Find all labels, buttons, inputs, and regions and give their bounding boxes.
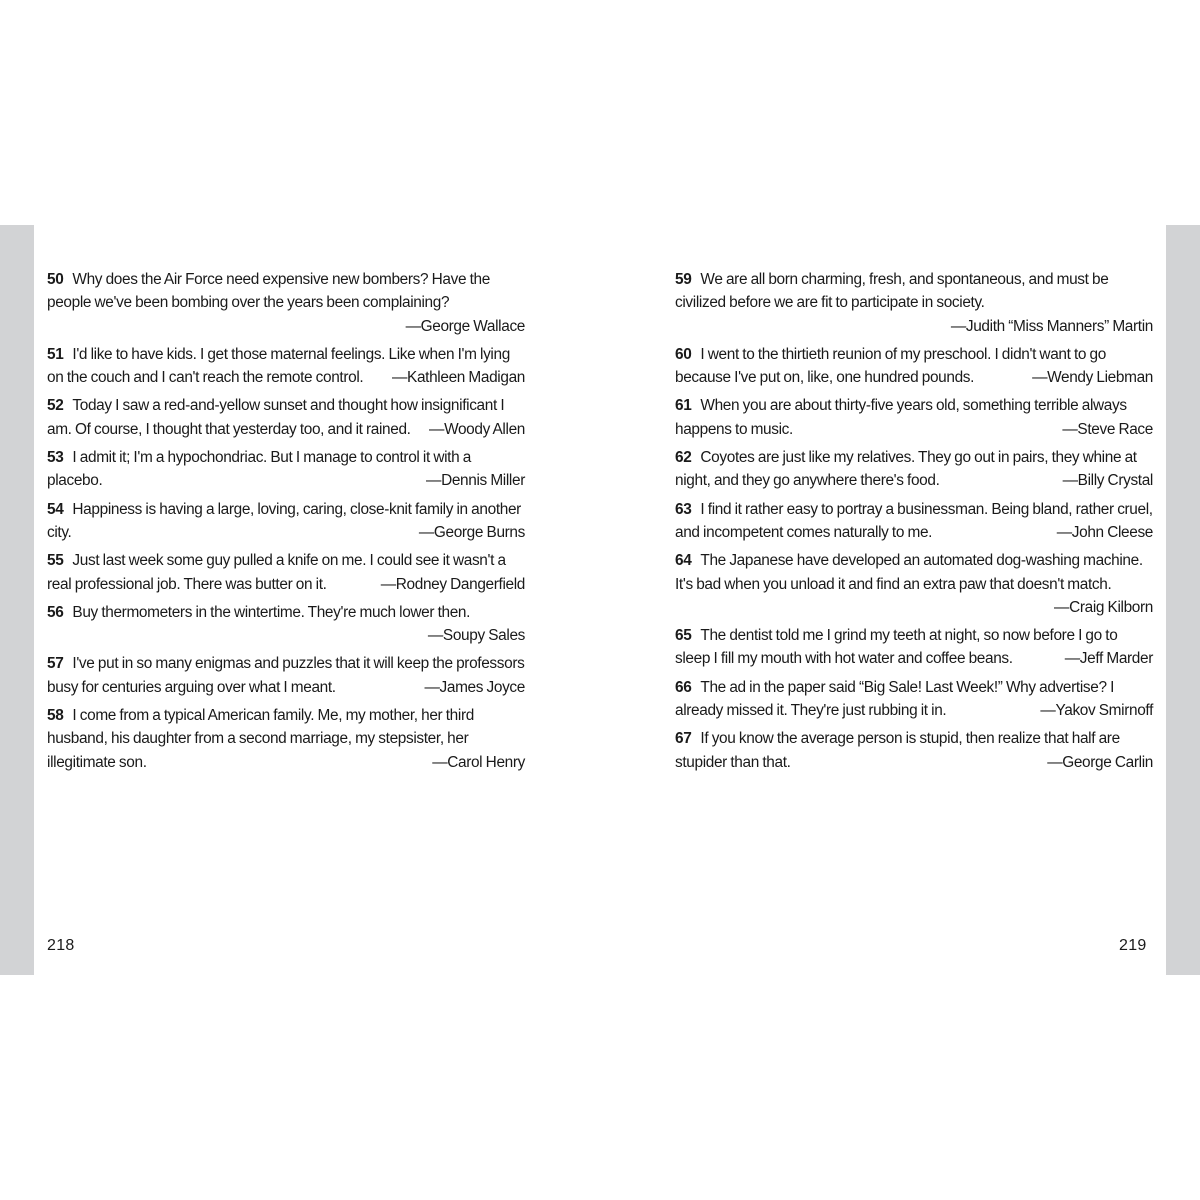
quote-67 <box>675 727 1153 774</box>
quote-text: The dentist told me I grind my teeth at night, so now before I go to sleep I fill my mouth with hot water and coffee beans. <box>675 627 1118 668</box>
quote-text: I went to the thirtieth reunion of my preschool. I didn't want to go because I've put on, like, one hundred pounds. <box>675 345 1106 387</box>
quote-attribution: —George Wallace <box>405 317 525 335</box>
quote-52 <box>47 394 525 441</box>
quote-text: I come from a typical American family. Me, my mother, her third husband, his daughter from a second marriage, my stepsister, her illegitimate son. <box>47 707 474 771</box>
quote-57 <box>47 652 525 699</box>
quote-60 <box>675 343 1153 390</box>
quote-attribution: —Jeff Marder <box>1064 650 1153 668</box>
quote-number: 61 <box>675 397 692 415</box>
quote-text: I've put in so many enigmas and puzzles that it will keep the professors busy for centuries arguing over what I meant. <box>47 655 525 696</box>
quote-56 <box>47 601 525 648</box>
quote-text: When you are about thirty-five years old, something terrible always happens to music. <box>675 397 1127 438</box>
quote-58 <box>47 704 525 774</box>
quote-number: 56 <box>47 603 64 621</box>
quote-number: 53 <box>47 449 64 467</box>
quote-text: The ad in the paper said “Big Sale! Last Week!” Why advertise? I already missed it. They're just rubbing it in. <box>675 678 1115 720</box>
quote-text: I'd like to have kids. I get those maternal feelings. Like when I'm lying on the couch and I can't reach the remote control. <box>47 345 510 387</box>
quote-text: Just last week some guy pulled a knife on me. I could see it wasn't a real professional job. There was butter on it. <box>47 552 506 593</box>
quote-54 <box>47 498 525 545</box>
quote-attribution: —Dennis Miller <box>426 472 525 490</box>
quote-number: 66 <box>675 678 692 696</box>
quote-61 <box>675 394 1153 441</box>
quote-53 <box>47 446 525 493</box>
quote-number: 67 <box>675 730 692 748</box>
right-page <box>675 268 1153 779</box>
quote-number: 54 <box>47 500 64 518</box>
right-page-number: 219 <box>1119 937 1147 954</box>
left-page-number: 218 <box>47 937 75 954</box>
quote-attribution: —Steve Race <box>1062 420 1153 438</box>
quote-attribution: —Kathleen Madigan <box>391 369 525 387</box>
quote-text: We are all born charming, fresh, and spontaneous, and must be civilized before we are fit to participate in society. <box>675 271 1109 312</box>
quote-number: 60 <box>675 345 692 363</box>
quote-attribution: —Craig Kilborn <box>1054 598 1153 616</box>
quote-attribution: —Soupy Sales <box>427 627 525 645</box>
quote-text: I find it rather easy to portray a businessman. Being bland, rather cruel, and incompetent comes naturally to me. <box>675 500 1153 541</box>
quote-59 <box>675 268 1153 338</box>
left-page-edge-strip <box>0 225 34 975</box>
quote-attribution: —Wendy Liebman <box>1032 369 1153 387</box>
quote-text: Buy thermometers in the wintertime. They're much lower then. <box>72 603 471 621</box>
quote-number: 57 <box>47 655 64 673</box>
quote-50 <box>47 268 525 338</box>
quote-number: 50 <box>47 271 64 288</box>
quote-64 <box>675 549 1153 619</box>
quote-text: I admit it; I'm a hypochondriac. But I manage to control it with a placebo. <box>47 449 471 490</box>
quote-text: Happiness is having a large, loving, caring, close-knit family in another city. <box>47 500 521 541</box>
quote-number: 52 <box>47 397 64 415</box>
quote-number: 58 <box>47 707 64 725</box>
quote-number: 62 <box>675 449 692 467</box>
quote-number: 64 <box>675 552 692 570</box>
quote-attribution: —Carol Henry <box>432 753 525 771</box>
quote-text: Coyotes are just like my relatives. They go out in pairs, they whine at night, and they go anywhere there's food. <box>675 449 1137 490</box>
quote-51 <box>47 343 525 390</box>
quote-number: 63 <box>675 500 692 518</box>
quote-63 <box>675 498 1153 545</box>
quote-number: 59 <box>675 271 692 288</box>
quote-62 <box>675 446 1153 493</box>
quote-attribution: —Yakov Smirnoff <box>1040 702 1153 720</box>
quote-attribution: —Billy Crystal <box>1062 472 1153 490</box>
quote-55 <box>47 549 525 596</box>
left-page <box>47 268 525 779</box>
quote-number: 55 <box>47 552 64 570</box>
right-page-edge-strip <box>1166 225 1200 975</box>
quote-text: The Japanese have developed an automated dog-washing machine. It's bad when you unload it and find an extra paw that doesn't match. <box>675 552 1143 593</box>
quote-text: Why does the Air Force need expensive new bombers? Have the people we've been bombing over the years been complaining? <box>47 271 490 312</box>
quote-65 <box>675 624 1153 671</box>
quote-number: 51 <box>47 345 64 363</box>
quote-attribution: —Judith “Miss Manners” Martin <box>950 317 1153 335</box>
quote-text: Today I saw a red-and-yellow sunset and thought how insignificant I am. Of course, I thought that yesterday too, and it rained. <box>47 397 505 438</box>
quote-number: 65 <box>675 627 692 645</box>
quote-text: If you know the average person is stupid, then realize that half are stupider than that. <box>675 730 1120 771</box>
quote-attribution: —George Carlin <box>1047 753 1153 771</box>
quote-attribution: —James Joyce <box>424 678 525 696</box>
quote-66 <box>675 676 1153 723</box>
quote-attribution: —Rodney Dangerfield <box>380 575 525 593</box>
quote-attribution: —George Burns <box>418 523 525 541</box>
quote-attribution: —John Cleese <box>1056 523 1153 541</box>
quote-attribution: —Woody Allen <box>429 420 525 438</box>
